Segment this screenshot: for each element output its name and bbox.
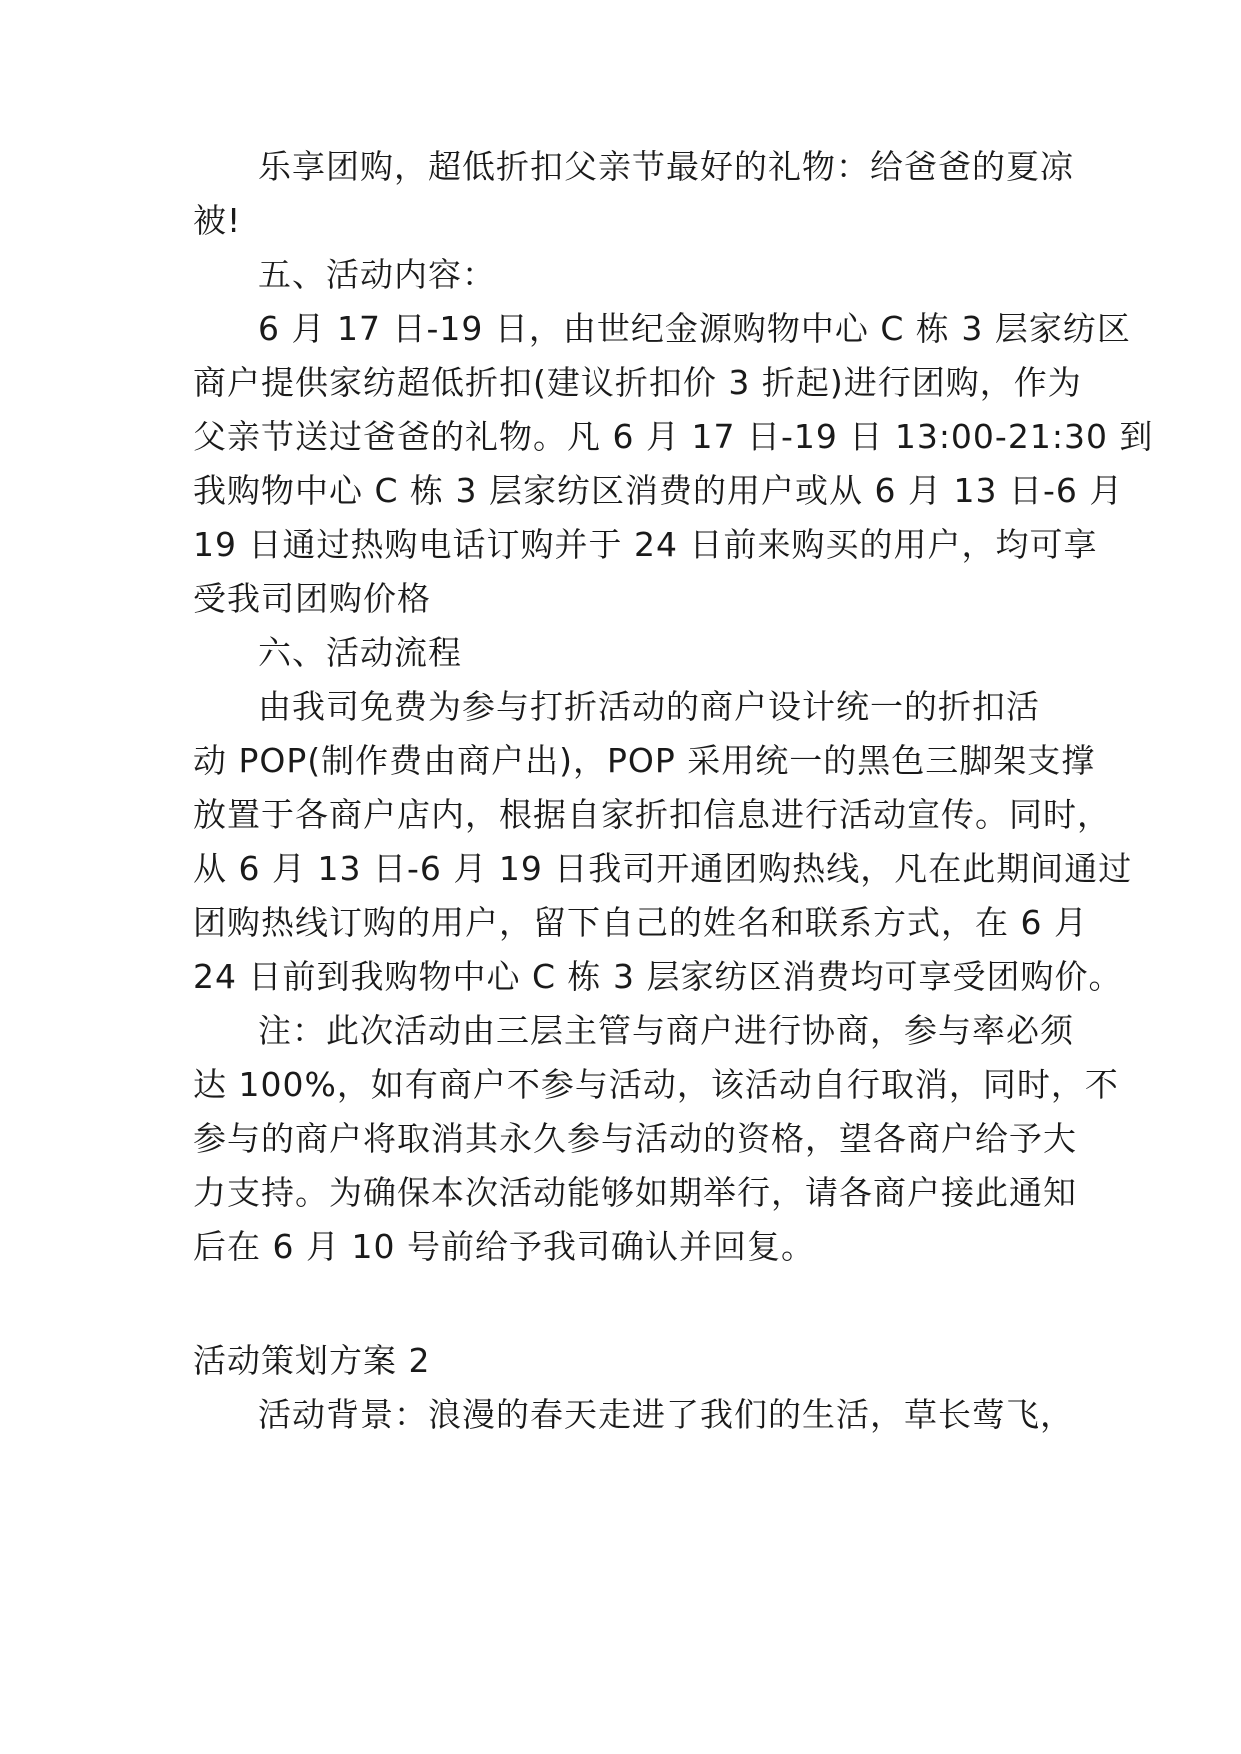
text-line: 放置于各商户店内，根据自家折扣信息进行活动宣传。同时， <box>193 795 1111 834</box>
text-line: 由我司免费为参与打折活动的商户设计统一的折扣活 <box>258 687 1040 726</box>
text-line: 动 POP(制作费由商户出)，POP 采用统一的黑色三脚架支撑 <box>193 741 1096 780</box>
text-line: 受我司团购价格 <box>193 579 431 618</box>
section-heading: 五、活动内容： <box>258 255 496 294</box>
text-line: 参与的商户将取消其永久参与活动的资格，望各商户给予大 <box>193 1119 1077 1158</box>
text-line: 我购物中心 C 栋 3 层家纺区消费的用户或从 6 月 13 日-6 月 <box>193 471 1124 510</box>
text-line: 达 100%，如有商户不参与活动，该活动自行取消，同时，不 <box>193 1065 1119 1104</box>
text-line: 团购热线订购的用户，留下自己的姓名和联系方式，在 6 月 <box>193 903 1088 942</box>
section-heading: 六、活动流程 <box>258 633 462 672</box>
text-line: 从 6 月 13 日-6 月 19 日我司开通团购热线，凡在此期间通过 <box>193 849 1133 888</box>
text-line: 力支持。为确保本次活动能够如期举行，请各商户接此通知 <box>193 1173 1077 1212</box>
text-line: 被! <box>193 201 242 240</box>
text-line: 商户提供家纺超低折扣(建议折扣价 3 折起)进行团购，作为 <box>193 363 1082 402</box>
text-line: 19 日通过热购电话订购并于 24 日前来购买的用户，均可享 <box>193 525 1098 564</box>
text-line: 乐享团购，超低折扣父亲节最好的礼物：给爸爸的夏凉 <box>258 147 1074 186</box>
text-line: 父亲节送过爸爸的礼物。凡 6 月 17 日-19 日 13:00-21:30 到 <box>193 417 1154 456</box>
text-line: 24 日前到我购物中心 C 栋 3 层家纺区消费均可享受团购价。 <box>193 957 1123 996</box>
plan-title: 活动策划方案 2 <box>193 1341 431 1380</box>
text-line: 后在 6 月 10 号前给予我司确认并回复。 <box>193 1227 815 1266</box>
text-line: 6 月 17 日-19 日，由世纪金源购物中心 C 栋 3 层家纺区 <box>258 309 1131 348</box>
note-line: 注：此次活动由三层主管与商户进行协商，参与率必须 <box>258 1011 1074 1050</box>
text-line: 活动背景：浪漫的春天走进了我们的生活，草长莺飞， <box>258 1395 1074 1434</box>
